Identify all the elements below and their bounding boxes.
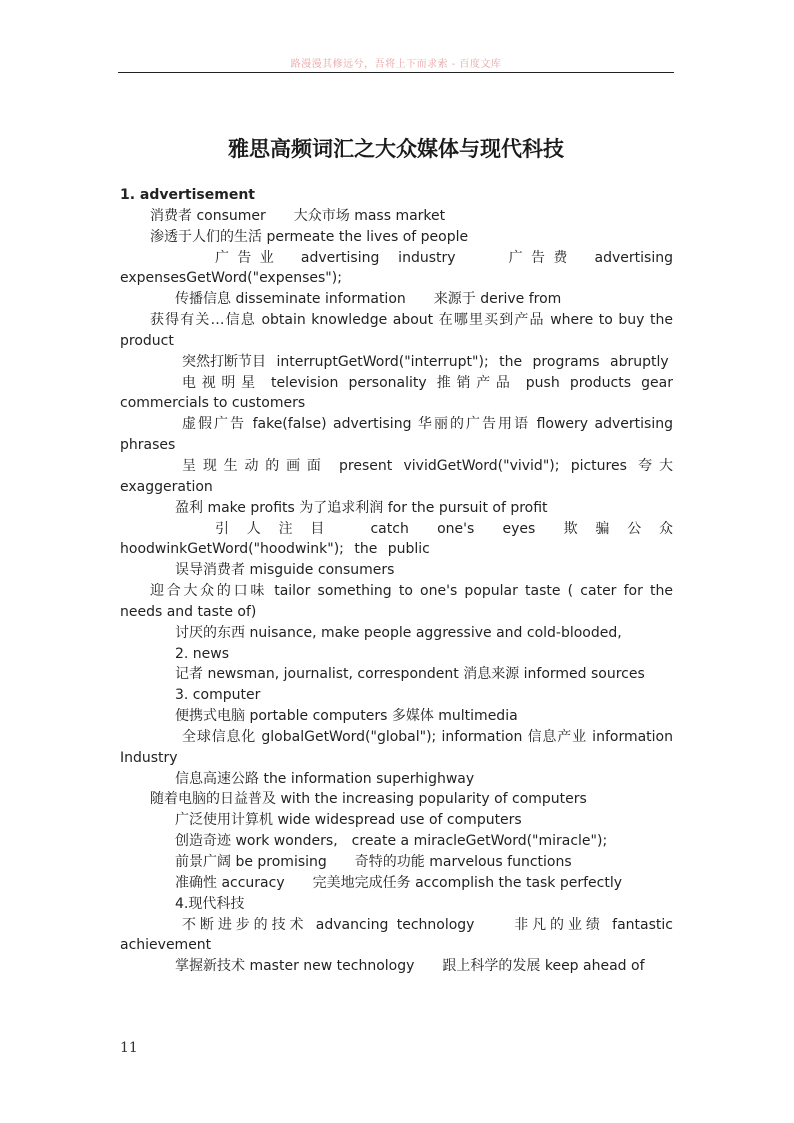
vocab-line: 不断进步的技术 advancing technology 非凡的业绩 fantastic achievement [120, 916, 673, 954]
vocab-line: 掌握新技术 master new technology 跟上科学的发展 keep ahead of [175, 958, 645, 975]
vocab-line: 随着电脑的日益普及 with the increasing popularity of computers [150, 791, 587, 808]
header-divider [118, 72, 674, 73]
document-body [120, 185, 673, 977]
vocab-line: 呈现生动的画面 present vividGetWord("vivid"); pictures 夸大 exaggeration [120, 457, 673, 495]
vocab-line: 记者 newsman, journalist, correspondent 消息来源 informed sources [175, 666, 645, 683]
vocab-line: 突然打断节目 interruptGetWord("interrupt"); the programs abruptly [182, 353, 669, 370]
document-title: 雅思高频词汇之大众媒体与现代科技 [228, 136, 564, 161]
vocab-line: 广泛使用计算机 wide widespread use of computers [175, 812, 522, 829]
vocab-line: 便携式电脑 portable computers 多媒体 multimedia [175, 708, 518, 725]
vocab-line: 准确性 accuracy 完美地完成任务 accomplish the task perfectly [175, 874, 623, 891]
vocab-line: 电视明星 television personality 推销产品 push products gear commercials to customers [120, 374, 673, 412]
section-heading: 2. news [175, 645, 230, 662]
vocab-line: 传播信息 disseminate information 来源于 derive from [175, 291, 562, 308]
vocab-line: 引人注目 catch one's eyes 欺骗公众 hoodwinkGetWord("hoodwink"); the public [120, 520, 673, 558]
vocab-line: 信息高速公路 the information superhighway [175, 770, 475, 787]
vocab-line: 讨厌的东西 nuisance, make people aggressive and cold-blooded, [175, 624, 622, 641]
vocab-line: 误导消费者 misguide consumers [175, 562, 395, 579]
vocab-line: 消费者 consumer 大众市场 mass market [150, 207, 446, 224]
vocab-line: 获得有关…信息 obtain knowledge about 在哪里买到产品 where to buy the product [120, 312, 673, 349]
section-heading: 3. computer [175, 687, 261, 704]
vocab-line: 虚假广告 fake(false) advertising 华丽的广告用语 flowery advertising phrases [120, 416, 673, 454]
vocab-line: 迎合大众的口味 tailor something to one's popular taste ( cater for the needs and taste of) [120, 583, 673, 620]
section-heading: 1. advertisement [120, 187, 255, 203]
vocab-line: 创造奇迹 work wonders, create a miracleGetWord("miracle"); [175, 833, 608, 850]
section-heading: 4.现代科技 [175, 895, 245, 912]
vocab-line: 盈利 make profits 为了追求利润 for the pursuit of profit [175, 499, 548, 516]
vocab-line: 全球信息化 globalGetWord("global"); information 信息产业 information Industry [120, 728, 673, 766]
vocab-line: 广告业 advertising industry 广告费 advertising expensesGetWord("expenses"); [120, 249, 673, 287]
vocab-line: 渗透于人们的生活 permeate the lives of people [150, 228, 469, 245]
page-number: 11 [120, 1040, 138, 1056]
page-header: 路漫漫其修远兮，吾将上下而求索 - 百度文库 [290, 59, 502, 70]
vocab-line: 前景广阔 be promising 奇特的功能 marvelous functions [175, 854, 572, 870]
